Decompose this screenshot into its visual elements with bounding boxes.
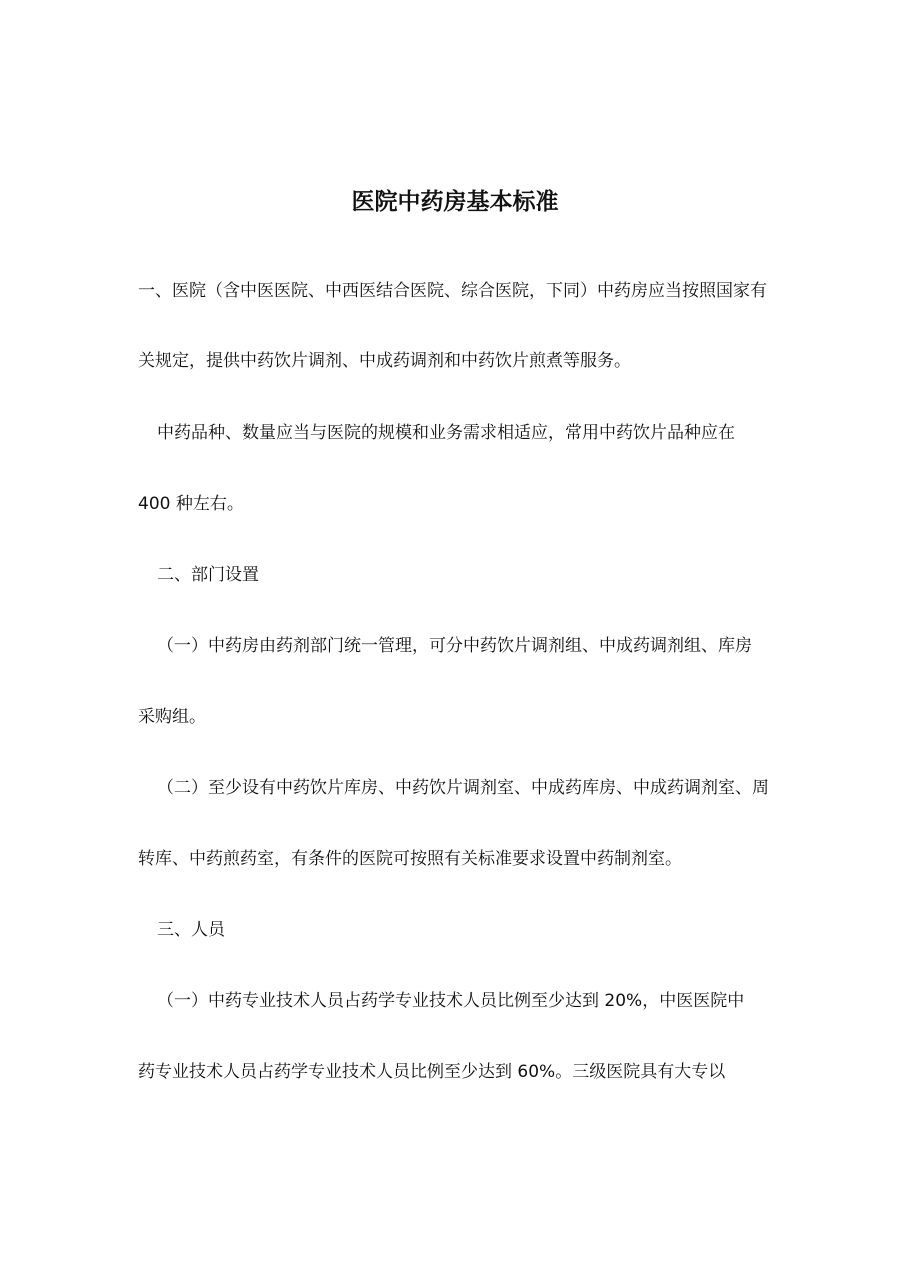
paragraph-line: 药专业技术人员占药学专业技术人员比例至少达到 60%。三级医院具有大专以: [138, 1062, 726, 1082]
paragraph-line: 一、医院（含中医医院、中西医结合医院、综合医院，下同）中药房应当按照国家有: [138, 281, 767, 301]
paragraph-line: 400 种左右。: [138, 494, 244, 514]
paragraph-line: 中药品种、数量应当与医院的规模和业务需求相适应，常用中药饮片品种应在: [157, 423, 735, 443]
paragraph-line: （二）至少设有中药饮片库房、中药饮片调剂室、中成药库房、中成药调剂室、周: [157, 778, 769, 798]
paragraph-line: （一）中药房由药剂部门统一管理，可分中药饮片调剂组、中成药调剂组、库房: [157, 636, 752, 656]
paragraph-line: 采购组。: [138, 707, 206, 727]
paragraph-line: 关规定，提供中药饮片调剂、中成药调剂和中药饮片煎煮等服务。: [138, 351, 631, 371]
paragraph-line: （一）中药专业技术人员占药学专业技术人员比例至少达到 20%，中医医院中: [157, 991, 745, 1011]
section-heading: 二、部门设置: [157, 565, 259, 585]
paragraph-line: 转库、中药煎药室，有条件的医院可按照有关标准要求设置中药制剂室。: [138, 849, 682, 869]
section-heading: 三、人员: [157, 920, 225, 940]
document-title: 医院中药房基本标准: [351, 189, 559, 215]
